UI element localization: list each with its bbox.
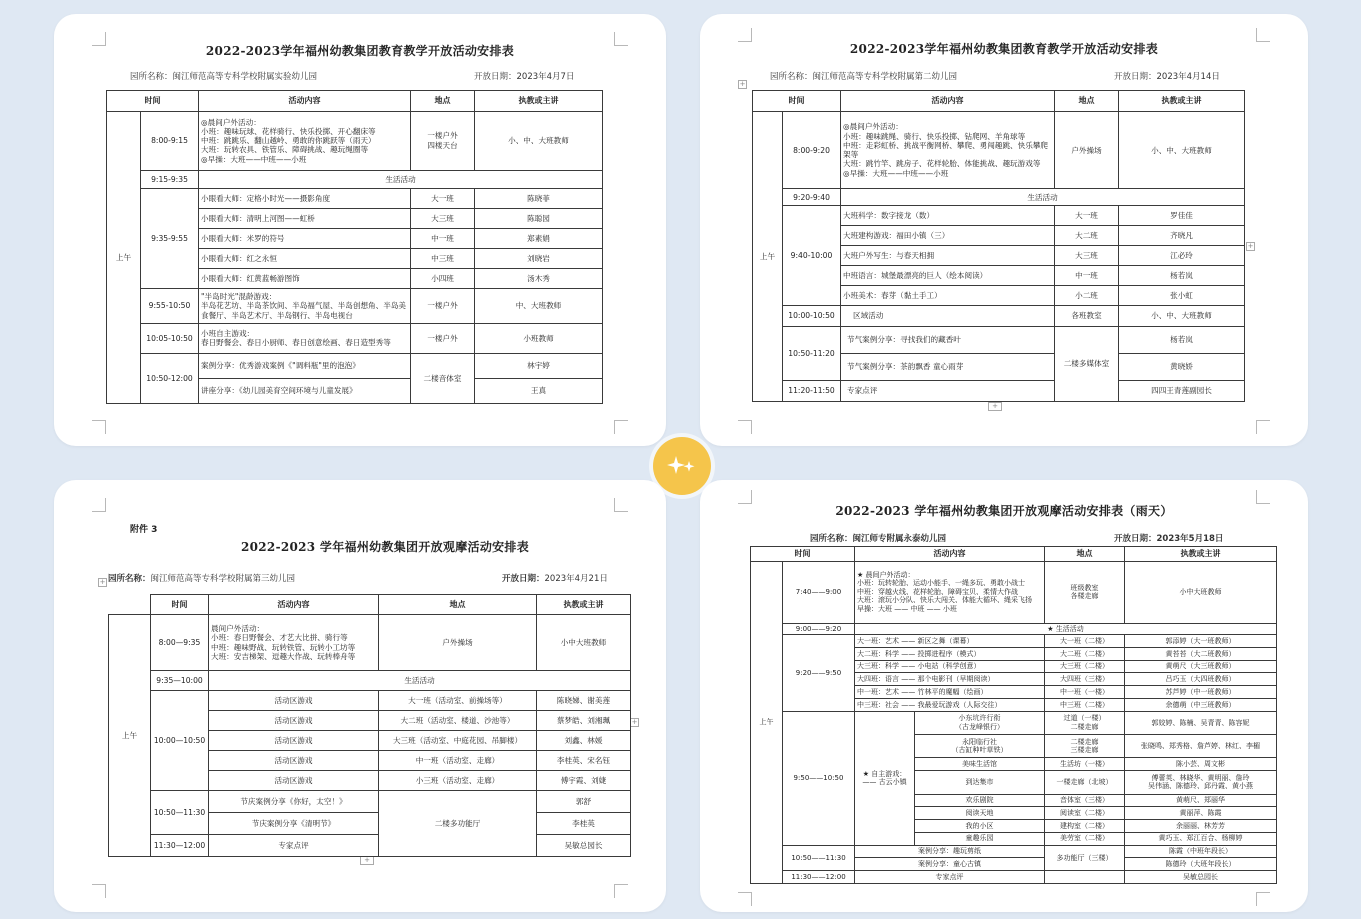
page-corner-mark <box>738 892 752 906</box>
content-cell: 讲座分享：《幼儿园美育空间环境与儿童发展》 <box>199 378 411 403</box>
teacher-cell: 四四王青莲副园长 <box>1119 381 1245 402</box>
time-cell: 11:20-11:50 <box>783 381 841 402</box>
teacher-cell: 刘鑫、林媛 <box>537 731 631 751</box>
teacher-cell: 黄苔苔（大二班教师） <box>1125 647 1277 660</box>
content-cell: ★ 晨间户外活动： 小班：玩转轮胎、运动小能手、一绳多玩、勇敢小战士 中班：穿越火线、花样轮胎、障碍宝贝、柔情大作战 大班：滚玩小分队、快乐大闯关、体能大循环、绳采飞扬 早操：大班 —— 中班 —— 小班 <box>855 561 1045 623</box>
time-cell: 10:50-12:00 <box>141 353 199 403</box>
content-cell: 区域活动 <box>841 305 1055 326</box>
teacher-cell: 王真 <box>475 378 603 403</box>
header-time: 时间 <box>151 595 209 615</box>
content-cell: 大一班：艺术 —— 新区之舞（课幕） <box>855 635 1045 648</box>
schedule-table <box>106 90 603 404</box>
header-teacher: 执教或主讲 <box>537 595 631 615</box>
page-corner-mark <box>1256 420 1270 434</box>
teacher-cell: 吕巧玉（大四班教师） <box>1125 673 1277 686</box>
teacher-cell: 张小虹 <box>1119 285 1245 305</box>
time-cell: 9:20-9:40 <box>783 189 841 206</box>
time-cell: 9:20——9:50 <box>783 635 855 712</box>
content-cell: 小眼看大师：清明上河图——虹桥 <box>199 209 411 229</box>
content-cell: 活动区游戏 <box>209 751 379 771</box>
time-cell: 10:50——11:30 <box>783 845 855 871</box>
place-cell: 大一班（二楼） <box>1045 635 1125 648</box>
place-cell: 音体室（三楼） <box>1045 794 1125 807</box>
table-row <box>753 206 1245 226</box>
place-cell: 小三班（活动室、走廊） <box>379 771 537 791</box>
content-cell: 大四班：语言 —— 那个电影刊（早期阅读） <box>855 673 1045 686</box>
place-cell: 小二班 <box>1055 285 1119 305</box>
content-cell: 美味生活馆 <box>915 758 1045 771</box>
open-date: 开放日期：2023年4月7日 <box>474 72 575 82</box>
table-row <box>109 615 631 671</box>
page-corner-mark <box>92 884 106 898</box>
header-time: 时间 <box>753 91 841 112</box>
page-corner-mark <box>738 420 752 434</box>
table-row <box>751 845 1277 858</box>
header-content: 活动内容 <box>199 91 411 112</box>
time-cell: 8:00—9:35 <box>151 615 209 671</box>
page-corner-mark <box>614 498 628 512</box>
time-cell: 11:30——12:00 <box>783 871 855 884</box>
content-cell: 节气案例分享：寻找我们的藏香叶 <box>841 326 1055 353</box>
teacher-cell: 小中大班教师 <box>1125 561 1277 623</box>
place-cell: 一楼户外 <box>411 324 475 353</box>
time-cell: 10:00—10:50 <box>151 691 209 791</box>
content-cell: 中一班：艺术 —— 竹林平的魔幅（绘画） <box>855 686 1045 699</box>
content-cell: 欢乐剧院 <box>915 794 1045 807</box>
header-place: 地点 <box>1045 547 1125 562</box>
content-cell: 大班户外写生：与春天相拥 <box>841 245 1055 265</box>
place-cell: 一楼户外 四楼天台 <box>411 111 475 170</box>
content-cell: 节庆案例分享《清明节》 <box>209 813 379 835</box>
header-teacher: 执教或主讲 <box>475 91 603 112</box>
free-play-label: ★ 自主游戏： —— 古云小镇 <box>855 711 915 845</box>
teacher-cell: 齐晓凡 <box>1119 226 1245 246</box>
content-cell: 大三班：科学 —— 小电站（科学创意） <box>855 660 1045 673</box>
place-cell: 大一班（活动室、前操场等） <box>379 691 537 711</box>
teacher-cell: 小、中、大班教师 <box>1119 305 1245 326</box>
teacher-cell: 傅蕾英、林晓华、黄明丽、詹玲 吴伟涵、陈德玲、邱丹霞、黄小燕 <box>1125 771 1277 794</box>
teacher-cell: 黄晓娇 <box>1119 353 1245 380</box>
teacher-cell: 吴敏总园长 <box>537 835 631 857</box>
content-cell: 专家点评 <box>855 871 1045 884</box>
content-cell: 活动区游戏 <box>209 771 379 791</box>
place-cell: 二楼多媒体室 <box>1055 326 1119 401</box>
place-cell: 大二班（二楼） <box>1045 647 1125 660</box>
school-name: 园所名称：闽江师范高等专科学校附属第三幼儿园 <box>108 574 296 584</box>
place-cell: 二楼音体室 <box>411 353 475 403</box>
table-row <box>107 170 603 189</box>
table-row <box>109 671 631 691</box>
time-cell: 9:50——10:50 <box>783 711 855 845</box>
content-cell: 大班建构游戏：福田小镇（三） <box>841 226 1055 246</box>
time-cell: 10:50—11:30 <box>151 791 209 835</box>
teacher-cell: 傅宇霞、刘婕 <box>537 771 631 791</box>
time-cell: 10:50-11:20 <box>783 326 841 380</box>
table-header-row <box>107 91 603 112</box>
table-header-row <box>751 547 1277 562</box>
period-cell: 上午 <box>753 111 783 401</box>
table-row <box>107 353 603 378</box>
teacher-cell: 江必玲 <box>1119 245 1245 265</box>
page-corner-mark <box>614 420 628 434</box>
place-cell: 中一班（活动室、走廊） <box>379 751 537 771</box>
place-cell: 一楼走廊（北坡） <box>1045 771 1125 794</box>
content-cell: 小眼看大师：红之永恒 <box>199 248 411 268</box>
open-date: 开放日期：2023年4月21日 <box>502 574 608 584</box>
header-time: 时间 <box>107 91 199 112</box>
place-cell: 多功能厅（三楼） <box>1045 845 1125 871</box>
table-row <box>107 189 603 209</box>
place-cell: 大二班 <box>1055 226 1119 246</box>
teacher-cell: 陈聪园 <box>475 209 603 229</box>
header-place: 地点 <box>411 91 475 112</box>
teacher-cell: 汤木秀 <box>475 268 603 288</box>
time-cell: 9:55-10:50 <box>141 288 199 324</box>
attachment-label: 附件 3 <box>130 525 158 535</box>
document-title: 2022-2023学年福州幼教集团教育教学开放活动安排表 <box>205 44 515 58</box>
school-name: 园所名称：闽江师范高等专科学校附属第二幼儿园 <box>770 72 958 82</box>
place-cell: 大三班（活动室、中庭花园、吊脚楼） <box>379 731 537 751</box>
schedule-table <box>752 90 1245 402</box>
content-cell: 节庆案例分享《你好，太空！》 <box>209 791 379 813</box>
teacher-cell: 郭添婷（大一班教师） <box>1125 635 1277 648</box>
table-row <box>751 561 1277 623</box>
table-row <box>751 711 1277 734</box>
place-cell: 大三班（二楼） <box>1045 660 1125 673</box>
place-cell: 中三班 <box>411 248 475 268</box>
period-cell: 上午 <box>109 615 151 857</box>
teacher-cell: 黄巧玉、郑江百合、杨柳婷 <box>1125 832 1277 845</box>
schedule-table <box>108 594 631 857</box>
content-cell: 阅读天地 <box>915 807 1045 820</box>
document-preview-2[interactable] <box>700 14 1308 446</box>
page-corner-mark <box>92 498 106 512</box>
content-cell: 中班语言：城堡最漂亮的巨人（绘本阅读） <box>841 265 1055 285</box>
content-cell: ◎晨间户外活动： 小班：趣味跳绳、骑行、快乐投掷、钻爬网、羊角球等 中班：走彩虹桥、挑战平衡网桥、攀爬、勇闯趣跳、快乐攀爬架等 大班：跳竹竿、跳房子、花样轮胎、体能挑战、趣玩游戏等 ◎早操：大班——中班——小班 <box>841 111 1055 188</box>
content-cell: ◎晨间户外活动： 小班：趣味玩球、花样骑行、快乐投掷、开心翻床等 中班：跳跳乐、翻山越岭、勇敢的你跳跃等（雨天） 大班：玩转农具、铁管乐、障碍挑战、趣玩绳圈等 ◎早操：大班——中班——小班 <box>199 111 411 170</box>
teacher-cell: 黄萌尺、郑丽华 <box>1125 794 1277 807</box>
content-cell: 案例分享：优秀游戏案例《"调料瓶"里的泡泡》 <box>199 353 411 378</box>
table-row <box>753 189 1245 206</box>
time-cell: 9:00——9:20 <box>783 623 855 635</box>
school-name: 园所名称：闽江师范高等专科学校附属实验幼儿园 <box>130 72 318 82</box>
period-cell: 上午 <box>751 561 783 883</box>
life-activity-cell: 生活活动 <box>841 189 1245 206</box>
place-cell: 生活坊（一楼） <box>1045 758 1125 771</box>
content-cell: 活动区游戏 <box>209 711 379 731</box>
place-cell: 大一班 <box>1055 206 1119 226</box>
table-move-handle-icon[interactable]: + <box>739 80 746 88</box>
content-cell: 专家点评 <box>841 381 1055 402</box>
teacher-cell: 蔡梦皓、刘湘珮 <box>537 711 631 731</box>
content-cell: 童趣乐园 <box>915 832 1045 845</box>
table-row <box>109 691 631 711</box>
header-content: 活动内容 <box>855 547 1045 562</box>
teacher-cell: 小、中、大班教师 <box>475 111 603 170</box>
time-cell: 9:35-9:55 <box>141 189 199 288</box>
teacher-cell: 罗佳佳 <box>1119 206 1245 226</box>
page-corner-mark <box>92 420 106 434</box>
document-title: 2022-2023 学年福州幼教集团开放观摩活动安排表 <box>240 540 530 554</box>
content-cell: 大班科学：数字接龙（数） <box>841 206 1055 226</box>
teacher-cell: 苏芦婷（中一班教师） <box>1125 686 1277 699</box>
teacher-cell: 李桂英、宋名钰 <box>537 751 631 771</box>
content-cell: 小眼看大师：米罗的符号 <box>199 229 411 249</box>
sparkle-icon[interactable] <box>653 437 711 495</box>
place-cell: 中三班（二楼） <box>1045 698 1125 711</box>
content-cell: 晨间户外活动： 小班：春日野餐会、才艺大比拼、骑行等 中班：趣味野战、玩转铁管、玩转小工坊等 大班：安吉梯架、逗趣大作战、玩转棒舟等 <box>209 615 379 671</box>
header-teacher: 执教或主讲 <box>1119 91 1245 112</box>
header-place: 地点 <box>1055 91 1119 112</box>
time-cell: 10:05-10:50 <box>141 324 199 353</box>
content-cell: 永阳临行社 （古缸种叶草铁） <box>915 735 1045 758</box>
content-cell: 案例分享：趣玩剪纸 <box>855 845 1045 858</box>
table-row <box>107 288 603 324</box>
document-preview-3[interactable] <box>54 480 666 912</box>
teacher-cell: 李桂英 <box>537 813 631 835</box>
school-name: 园所名称：闽江师专附属永泰幼儿园 <box>810 534 947 544</box>
period-cell: 上午 <box>107 111 141 403</box>
teacher-cell: 陈晓菲 <box>475 189 603 209</box>
place-cell: 大一班 <box>411 189 475 209</box>
content-cell: 小东坑许行衔 （古龙峰银行） <box>915 711 1045 734</box>
place-cell: 美劳室（二楼） <box>1045 832 1125 845</box>
content-cell: 活动区游戏 <box>209 731 379 751</box>
table-row <box>753 381 1245 402</box>
place-cell: 户外操场 <box>1055 111 1119 188</box>
add-column-handle-icon[interactable]: + <box>1247 242 1254 250</box>
time-cell: 9:40-10:00 <box>783 206 841 305</box>
place-cell: 中一班（一楼） <box>1045 686 1125 699</box>
content-cell: 活动区游戏 <box>209 691 379 711</box>
time-cell: 7:40——9:00 <box>783 561 855 623</box>
teacher-cell: 中、大班教师 <box>475 288 603 324</box>
place-cell: 中一班 <box>1055 265 1119 285</box>
time-cell: 10:00-10:50 <box>783 305 841 326</box>
content-cell: 小眼看大师：定格小时光——摄影角度 <box>199 189 411 209</box>
document-preview-4[interactable] <box>700 480 1308 912</box>
content-cell: 我的小区 <box>915 820 1045 833</box>
content-cell: 案例分享：童心古镇 <box>855 858 1045 871</box>
teacher-cell: 小班教师 <box>475 324 603 353</box>
content-cell: 到达集市 <box>915 771 1045 794</box>
add-row-handle-icon[interactable]: + <box>360 856 374 865</box>
add-column-handle-icon[interactable]: + <box>631 718 638 726</box>
header-teacher: 执教或主讲 <box>1125 547 1277 562</box>
teacher-cell: 陈霞（中班年段长） <box>1125 845 1277 858</box>
open-date: 开放日期：2023年5月18日 <box>1114 534 1224 544</box>
teacher-cell: 陈晓娣、谢美莲 <box>537 691 631 711</box>
table-row <box>751 623 1277 635</box>
content-cell: 专家点评 <box>209 835 379 857</box>
table-row <box>753 111 1245 188</box>
teacher-cell: 杨若岚 <box>1119 265 1245 285</box>
place-cell: 大三班 <box>411 209 475 229</box>
content-cell: 中三班：社会 —— 我最爱玩游戏（人际交往） <box>855 698 1045 711</box>
content-cell: 小班美术：春芽（黏土手工） <box>841 285 1055 305</box>
place-cell: 过道（一楼） 二楼走廊 <box>1045 711 1125 734</box>
place-cell: 户外操场 <box>379 615 537 671</box>
sparkle-glyph-icon <box>667 455 697 477</box>
teacher-cell: 吴敏总园长 <box>1125 871 1277 884</box>
time-cell: 9:15-9:35 <box>141 170 199 189</box>
document-title: 2022-2023学年福州幼教集团教育教学开放活动安排表 <box>849 42 1159 56</box>
table-row <box>751 871 1277 884</box>
place-cell: 二楼走廊 三楼走廊 <box>1045 735 1125 758</box>
content-cell: "半岛时光"混龄游戏： 半岛花艺坊、半岛茶饮间、半岛福气屋、半岛创想角、半岛美食餐厅、半岛艺术厅、半岛钢行、半岛电视台 <box>199 288 411 324</box>
page-corner-mark <box>614 884 628 898</box>
place-cell: 各班教室 <box>1055 305 1119 326</box>
table-row <box>753 326 1245 353</box>
place-cell: 建构室（二楼） <box>1045 820 1125 833</box>
place-cell: 中一班 <box>411 229 475 249</box>
add-row-handle-icon[interactable]: + <box>988 402 1002 411</box>
table-row <box>107 324 603 353</box>
time-cell: 9:35—10:00 <box>151 671 209 691</box>
teacher-cell: 黄萌尺（大三班教师） <box>1125 660 1277 673</box>
teacher-cell: 黄丽萍、陈霞 <box>1125 807 1277 820</box>
teacher-cell: 小中大班教师 <box>537 615 631 671</box>
table-row <box>107 111 603 170</box>
place-cell: 小四班 <box>411 268 475 288</box>
table-row <box>753 305 1245 326</box>
teacher-cell: 陈德玲（大班年段长） <box>1125 858 1277 871</box>
open-date: 开放日期：2023年4月14日 <box>1114 72 1220 82</box>
content-cell: 节气案例分享：茶韵飘香 童心雨芽 <box>841 353 1055 380</box>
place-cell: 大四班（三楼） <box>1045 673 1125 686</box>
time-cell: 8:00-9:15 <box>141 111 199 170</box>
time-cell: 11:30—12:00 <box>151 835 209 857</box>
teacher-cell: 郭姣婷、陈楠、吴青青、陈容妮 <box>1125 711 1277 734</box>
teacher-cell: 小、中、大班教师 <box>1119 111 1245 188</box>
document-title: 2022-2023 学年福州幼教集团开放观摩活动安排表（雨天） <box>835 504 1173 518</box>
header-time: 时间 <box>751 547 855 562</box>
life-activity-cell: ★ 生活活动 <box>855 623 1277 635</box>
place-cell: 一楼户外 <box>411 288 475 324</box>
teacher-cell: 陈小芸、周文彬 <box>1125 758 1277 771</box>
time-cell: 8:00-9:20 <box>783 111 841 188</box>
document-preview-1[interactable] <box>54 14 666 446</box>
table-row <box>109 835 631 857</box>
table-header-row <box>753 91 1245 112</box>
table-header-row <box>109 595 631 615</box>
place-cell: 大二班（活动室、楼道、沙池等） <box>379 711 537 731</box>
teacher-cell: 林宇婷 <box>475 353 603 378</box>
header-content: 活动内容 <box>841 91 1055 112</box>
teacher-cell: 郭舒 <box>537 791 631 813</box>
table-row <box>109 791 631 813</box>
teacher-cell: 张晓鸣、郑秀格、詹芦婷、林红、李楣 <box>1125 735 1277 758</box>
teacher-cell: 余丽丽、林芳芳 <box>1125 820 1277 833</box>
place-cell: 大三班 <box>1055 245 1119 265</box>
content-cell: 小眼看大师：红黄蓝畅游图饰 <box>199 268 411 288</box>
place-cell: 二楼多功能厅 <box>379 791 537 857</box>
teacher-cell: 刘晓岩 <box>475 248 603 268</box>
table-row <box>751 635 1277 648</box>
content-cell: 大二班：科学 —— 投掷进程序（模式） <box>855 647 1045 660</box>
teacher-cell: 余德萌（中三班教师） <box>1125 698 1277 711</box>
place-cell: 班级教室 各楼走廊 <box>1045 561 1125 623</box>
table-move-handle-icon[interactable]: + <box>99 578 106 586</box>
life-activity-cell: 生活活动 <box>209 671 631 691</box>
schedule-table <box>750 546 1277 884</box>
page-corner-mark <box>1256 892 1270 906</box>
header-content: 活动内容 <box>209 595 379 615</box>
content-cell: 小班自主游戏： 春日野餐会、春日小厨师、春日创意绘画、春日造型秀等 <box>199 324 411 353</box>
teacher-cell: 杨若岚 <box>1119 326 1245 353</box>
life-activity-cell: 生活活动 <box>199 170 603 189</box>
place-cell: 阅读室（二楼） <box>1045 807 1125 820</box>
teacher-cell: 郑素娟 <box>475 229 603 249</box>
header-place: 地点 <box>379 595 537 615</box>
